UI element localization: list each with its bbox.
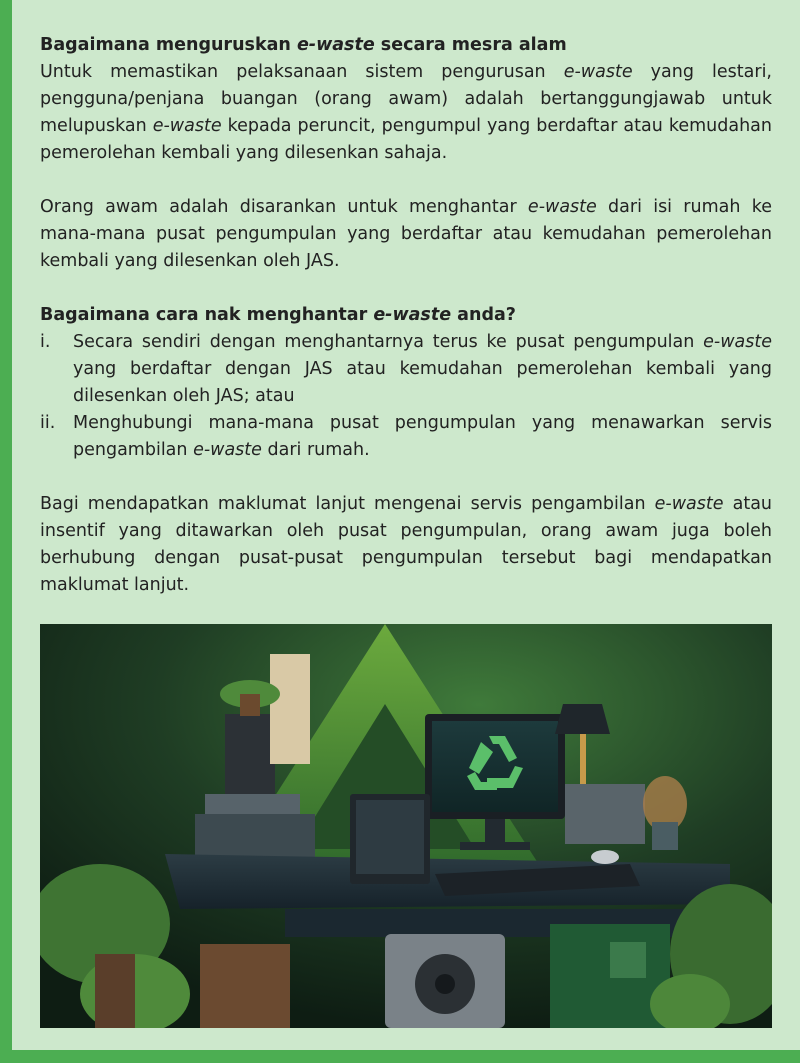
- section-heading-send: [40, 302, 772, 329]
- bin-label: [610, 942, 646, 978]
- heading-text: Bagaimana menguruskan: [40, 35, 297, 55]
- list-number: i.: [40, 332, 51, 352]
- article-body: [40, 32, 772, 599]
- text: atau insentif yang ditawarkan oleh pusat pengumpulan, orang awam juga boleh berhubung dengan pusat-pusat pengumpulan tersebut bagi mendapatkan maklumat lanjut.: [40, 494, 773, 595]
- heading-emphasis: e-waste: [373, 305, 452, 325]
- desk-lamp-shade: [555, 704, 610, 734]
- right-hardware: [565, 784, 645, 844]
- emphasis: e-waste: [193, 440, 262, 460]
- lamp-shade: [270, 654, 310, 764]
- emphasis: e-waste: [152, 116, 222, 136]
- speaker-center: [435, 974, 455, 994]
- text: dari isi rumah ke mana-mana pusat pengumpulan yang berdaftar atau kemudahan pemerolehan kembali yang dilesenkan oleh JAS.: [40, 197, 772, 271]
- text: Secara sendiri dengan menghantarnya terus ke pusat pengumpulan: [73, 332, 704, 352]
- illustration-svg: [40, 624, 772, 1028]
- text: Menghubungi mana-mana pusat pengumpulan yang menawarkan servis pengambilan: [73, 413, 772, 460]
- emphasis: e-waste: [563, 62, 633, 82]
- list-text: [73, 329, 772, 410]
- list-text: [73, 410, 772, 464]
- paragraph-responsibility: [40, 59, 772, 167]
- paragraph-advice: [40, 194, 772, 275]
- text: yang lestari, pengguna/penjana buangan (orang awam) adalah bertanggungjawab untuk melupuskan: [40, 62, 772, 136]
- list-item: [40, 329, 772, 410]
- text: kepada peruncit, pengumpul yang berdaftar atau kemudahan pemerolehan kembali yang dilesenkan sahaja.: [40, 116, 772, 163]
- monitor-base: [460, 842, 530, 850]
- heading-text: anda?: [451, 305, 516, 325]
- text: dari rumah.: [261, 440, 370, 460]
- plant-pot: [240, 694, 260, 716]
- text: yang berdaftar dengan JAS atau kemudahan pemerolehan kembali yang dilesenkan oleh JAS; atau: [73, 359, 772, 406]
- emphasis: e-waste: [527, 197, 597, 217]
- circuit-board: [205, 794, 300, 814]
- section-heading-manage: [40, 32, 772, 59]
- monitor-stand: [485, 819, 505, 844]
- desk-lamp-stem: [580, 734, 586, 784]
- paragraph-more-info: [40, 491, 772, 599]
- text: Orang awam adalah disarankan untuk menghantar: [40, 197, 528, 217]
- ewaste-illustration: [40, 624, 772, 1028]
- list-number: ii.: [40, 413, 56, 433]
- heading-text: Bagaimana cara nak menghantar: [40, 305, 374, 325]
- heading-emphasis: e-waste: [296, 35, 375, 55]
- mouse: [591, 850, 619, 864]
- plant-pot-left: [95, 954, 135, 1028]
- monitor-screen: [432, 721, 558, 812]
- small-monitor-screen: [356, 800, 424, 874]
- emphasis: e-waste: [654, 494, 724, 514]
- list-item: [40, 410, 772, 464]
- text: Untuk memastikan pelaksanaan sistem pengurusan: [40, 62, 564, 82]
- emphasis: e-waste: [703, 332, 772, 352]
- vase: [652, 822, 678, 850]
- text: Bagi mendapatkan maklumat lanjut mengenai servis pengambilan: [40, 494, 655, 514]
- heading-text: secara mesra alam: [374, 35, 567, 55]
- cardboard-box: [200, 944, 290, 1028]
